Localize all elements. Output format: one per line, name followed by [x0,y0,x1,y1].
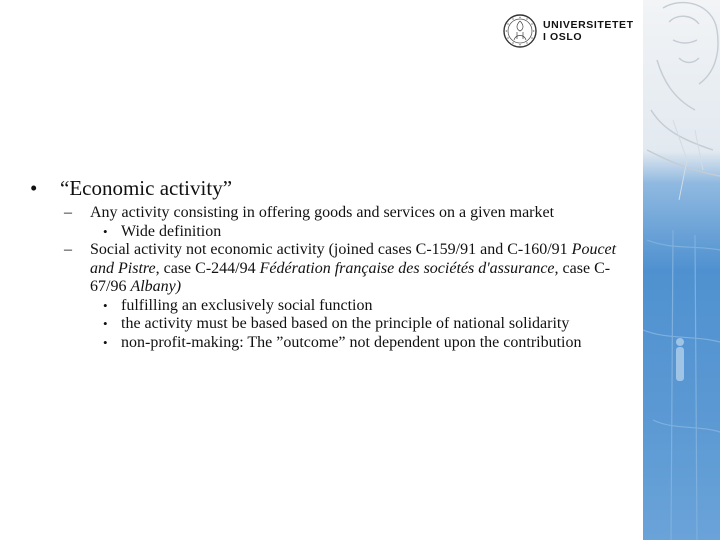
sub-sub-bullet-text: non-profit-making: The ”outcome” not dependent upon the contribution [121,333,582,351]
dash-icon: – [64,204,72,221]
main-bullet-text: “Economic activity” [60,176,233,200]
sub-sub-bullet-text: the activity must be based based on the principle of national solidarity [121,315,570,332]
bullet-icon: • [103,316,108,331]
university-name-line1: UNIVERSITETET [543,19,634,31]
text-run: , case C-244/94 [155,259,260,277]
sub-bullet-2-text [90,241,616,295]
case-name: Fédération française des sociétés d'assurance, [259,259,559,277]
sub-sub-bullet [30,297,630,316]
university-name-line2: I OSLO [543,31,583,43]
sub-sub-bullet [30,223,630,242]
university-logo [503,14,638,50]
sub-bullet-1 [30,204,630,223]
bullet-icon: • [103,334,108,350]
sub-sub-bullet-text: fulfilling an exclusively social function [121,296,373,314]
text-run: case C-67/96 [90,259,611,295]
dash-icon: – [64,241,72,258]
slide-content [30,176,630,352]
university-seal-icon [503,14,537,48]
main-bullet [30,176,630,201]
university-name [543,19,634,43]
bullet-icon: • [103,223,108,239]
sub-sub-bullet [30,334,630,353]
case-name: Albany) [130,278,182,295]
text-run: Social activity not economic activity (joined cases C-159/91 and C-160/91 [90,241,572,258]
bullet-icon: • [103,297,108,313]
sub-bullet-1-text: Any activity consisting in offering goods and services on a given market [90,204,555,221]
bullet-icon: • [30,176,38,200]
sub-bullet-2 [30,241,630,297]
decorative-side-image [643,0,720,540]
sub-sub-bullet [30,315,630,334]
case-name: Poucet and Pistre [90,241,617,277]
sub-sub-bullet-text: Wide definition [121,222,222,240]
